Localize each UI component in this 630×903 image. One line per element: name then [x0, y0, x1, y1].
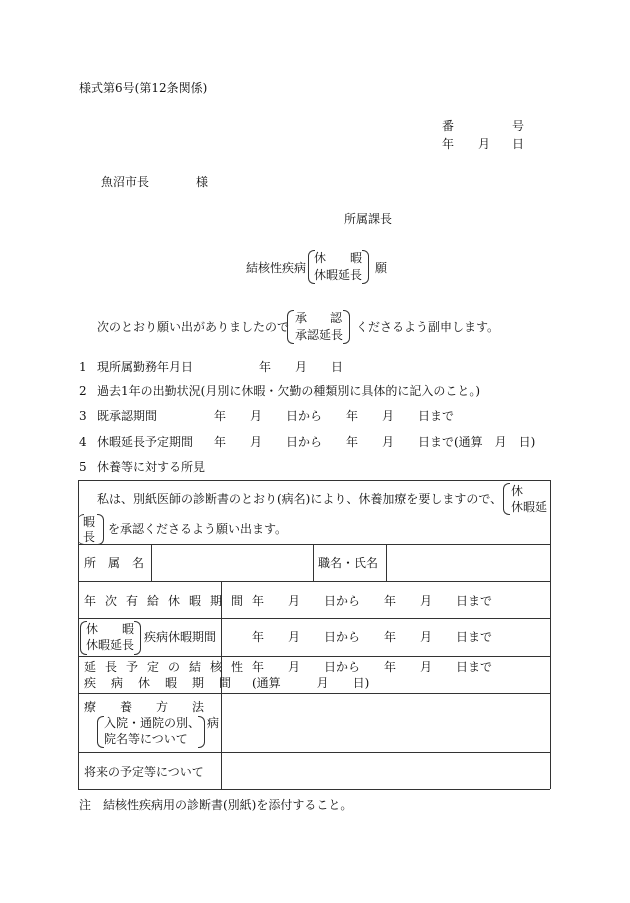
item-1-label: 現所属勤務年月日	[97, 360, 194, 374]
treatment-sub-2: 院名等について	[104, 732, 188, 746]
future-plan-label: 将来の予定等について	[84, 765, 204, 779]
item-2-label: 過去1年の出勤状況(月別に休暇・欠勤の種類別に具体的に記入のこと。)	[97, 384, 481, 398]
sick-leave-period: 年 月 日から 年 月 日まで	[252, 630, 493, 644]
title-brace-right	[362, 250, 369, 284]
item-2-num: 2	[79, 384, 87, 398]
request-line2: を承認くださるよう願い出ます。	[108, 522, 288, 536]
request-opt2-cont: 長	[83, 530, 96, 544]
form-number: 様式第6号(第12条関係)	[79, 81, 208, 95]
item-5-num: 5	[79, 460, 87, 474]
date-day: 日	[512, 137, 525, 151]
item-5-label: 休養等に対する所見	[97, 460, 206, 474]
treatment-sub-1: 入院・通院の別、	[104, 716, 201, 730]
note: 注 結核性疾病用の診断書(別紙)を添付すること。	[79, 798, 353, 812]
number-label-go: 号	[512, 119, 525, 133]
intro-opt1-b: 認	[330, 311, 343, 325]
extension-total: (通算 月 日)	[252, 676, 370, 690]
item-1-num: 1	[79, 360, 87, 374]
sick-opt2: 休暇延長	[86, 638, 135, 652]
item-3-num: 3	[79, 409, 87, 423]
item-4-label: 休暇延長予定期間	[97, 435, 194, 449]
treatment-brace-left	[97, 716, 104, 748]
sick-leave-label: 疾病休暇期間	[144, 630, 217, 644]
date-year: 年	[442, 137, 455, 151]
title-prefix: 結核性疾病	[246, 261, 307, 275]
intro-brace-left	[287, 310, 294, 344]
intro-text: 次のとおり願い出がありましたので	[97, 320, 290, 334]
sick-brace-right	[134, 621, 141, 655]
item-4-tail: 年 月 日から 年 月 日まで(通算 月 日)	[214, 435, 536, 449]
sender: 所属課長	[344, 212, 393, 226]
title-opt2: 休暇延長	[314, 268, 363, 282]
treatment-brace-right	[198, 716, 205, 748]
addressee-name: 魚沼市長	[101, 175, 150, 189]
intro-opt1-a: 承	[295, 311, 308, 325]
treatment-label: 療 養 方 法	[84, 700, 205, 714]
request-brace-right	[97, 514, 104, 545]
intro-suffix: くださるよう副申します。	[356, 320, 500, 334]
request-opt1: 休	[511, 484, 524, 498]
sick-opt1-b: 暇	[122, 622, 135, 636]
title-suffix: 願	[375, 261, 388, 275]
extension-label-2: 疾病休暇期間	[84, 676, 247, 690]
number-label-ban: 番	[442, 119, 455, 133]
extension-label-1: 延長予定の結核性	[84, 660, 253, 674]
annual-leave-label: 年次有給休暇期間	[84, 594, 253, 608]
item-4-num: 4	[79, 435, 87, 449]
request-opt2: 休暇延	[511, 500, 548, 514]
intro-opt2: 承認延長	[295, 328, 344, 342]
request-opt1-end: 暇	[83, 515, 96, 529]
intro-brace-right	[343, 310, 350, 344]
title-opt1-b: 暇	[350, 251, 363, 265]
item-3-label: 既承認期間	[97, 409, 158, 423]
addressee-honorific: 様	[196, 175, 209, 189]
item-3-tail: 年 月 日から 年 月 日まで	[214, 409, 455, 423]
sick-opt1-a: 休	[86, 622, 99, 636]
date-month: 月	[478, 137, 491, 151]
request-brace-left	[503, 483, 510, 515]
dept-label: 所 属 名	[84, 556, 145, 570]
item-1-tail: 年 月 日	[259, 360, 344, 374]
request-line1: 私は、別紙医師の診断書のとおり(病名)により、休養加療を要しますので、	[97, 492, 503, 506]
treatment-sub-3: 病	[207, 716, 220, 730]
job-name-label: 職名・氏名	[318, 556, 379, 570]
extension-period: 年 月 日から 年 月 日まで	[252, 660, 493, 674]
title-opt1-a: 休	[314, 251, 327, 265]
annual-leave-period: 年 月 日から 年 月 日まで	[252, 594, 493, 608]
